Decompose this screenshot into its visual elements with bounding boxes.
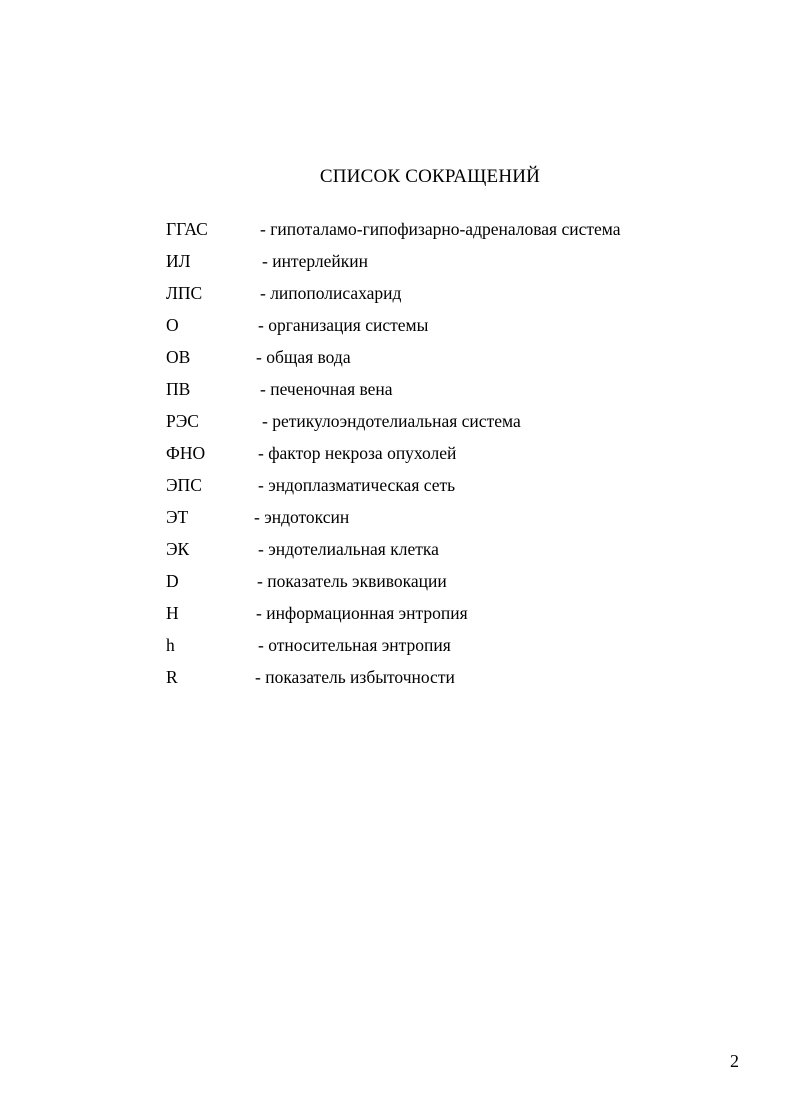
abbreviation-term: D <box>166 571 179 591</box>
abbreviation-term: ГГАС <box>166 219 208 239</box>
abbreviation-term: ЭПС <box>166 475 202 495</box>
list-item <box>0 667 800 699</box>
abbreviation-definition: - эндотоксин <box>254 507 350 527</box>
abbreviation-term: ЛПС <box>166 283 203 303</box>
list-item <box>0 571 800 603</box>
list-item <box>0 443 800 475</box>
list-item <box>0 315 800 347</box>
list-item <box>0 603 800 635</box>
abbreviation-definition: - показатель избыточности <box>255 667 455 687</box>
abbreviation-definition: - организация системы <box>258 315 429 335</box>
list-item <box>0 635 800 667</box>
abbreviation-definition: - печеночная вена <box>260 379 393 399</box>
list-item <box>0 251 800 283</box>
abbreviation-definition: - показатель эквивокации <box>257 571 447 591</box>
abbreviation-term: ФНО <box>166 443 206 463</box>
abbreviation-definition: - относительная энтропия <box>258 635 451 655</box>
abbreviation-definition: - общая вода <box>256 347 351 367</box>
abbreviation-term: ИЛ <box>166 251 191 271</box>
abbreviation-term: ЭК <box>166 539 190 559</box>
abbreviation-definition: - интерлейкин <box>262 251 368 271</box>
abbreviation-definition: - липополисахарид <box>260 283 402 303</box>
abbreviation-term: РЭС <box>166 411 199 431</box>
abbreviation-term: ЭТ <box>166 507 189 527</box>
page-title: СПИСОК СОКРАЩЕНИЙ <box>319 166 541 187</box>
list-item <box>0 283 800 315</box>
page-number: 2 <box>730 1051 739 1071</box>
abbreviation-definition: - гипоталамо-гипофизарно-адреналовая система <box>260 219 621 239</box>
list-item <box>0 539 800 571</box>
list-item <box>0 411 800 443</box>
abbreviation-term: ОВ <box>166 347 191 367</box>
list-item <box>0 507 800 539</box>
abbreviation-list <box>0 219 800 699</box>
abbreviation-term: R <box>166 667 178 687</box>
list-item <box>0 379 800 411</box>
abbreviation-definition: - информационная энтропия <box>256 603 468 623</box>
list-item <box>0 219 800 251</box>
abbreviation-term: ПВ <box>166 379 191 399</box>
abbreviation-definition: - фактор некроза опухолей <box>258 443 457 463</box>
abbreviation-term: О <box>166 315 179 335</box>
abbreviation-definition: - ретикулоэндотелиальная система <box>262 411 521 431</box>
abbreviation-definition: - эндоплазматическая сеть <box>258 475 456 495</box>
list-item <box>0 475 800 507</box>
abbreviation-term: h <box>166 635 175 655</box>
list-item <box>0 347 800 379</box>
abbreviation-term: H <box>166 603 179 623</box>
abbreviation-definition: - эндотелиальная клетка <box>258 539 439 559</box>
